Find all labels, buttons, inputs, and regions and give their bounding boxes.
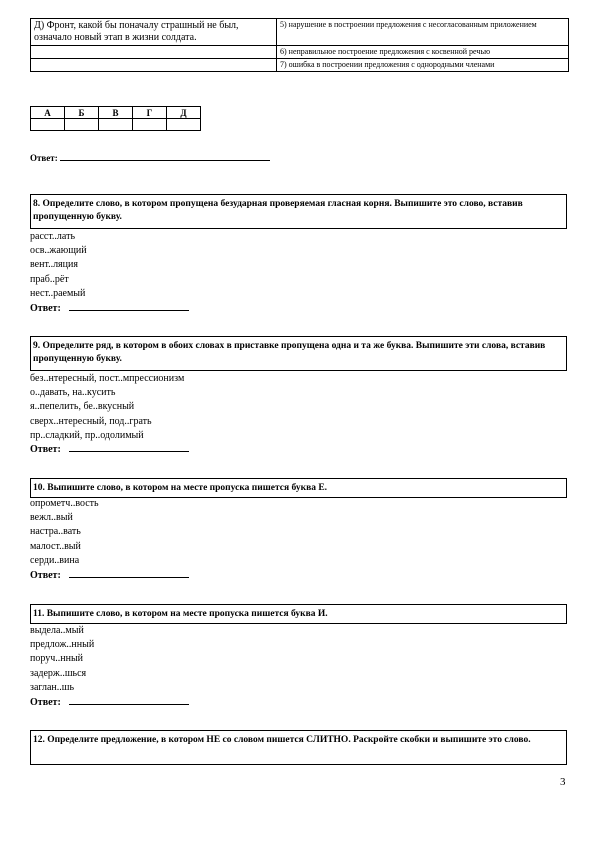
grid-header-cell: Г <box>133 107 167 119</box>
question-8-box <box>30 194 567 229</box>
option-item: вент..ляция <box>30 259 78 271</box>
question-11-options <box>30 624 94 695</box>
answer-label: Ответ: <box>30 570 61 581</box>
option-item: осв..жающий <box>30 245 87 257</box>
answer-label: Ответ: <box>30 303 61 314</box>
question-9-options <box>30 372 184 443</box>
option-item: опрометч..вость <box>30 498 99 509</box>
answer-row-7 <box>30 153 270 163</box>
page-number: 3 <box>560 776 566 788</box>
answer-row-11 <box>30 697 189 708</box>
answer-row-9 <box>30 444 189 455</box>
matching-cell-right: 6) неправильное построение предложения с косвенной речью <box>277 46 569 59</box>
question-10-options <box>30 497 99 568</box>
question-9-text: 9. Определите ряд, в котором в обоих словах в приставке пропущена одна и та же буква. Выпишите эти слова, вставив пропущенную букву. <box>33 341 546 364</box>
answer-row-10 <box>30 570 189 581</box>
question-8-text: 8. Определите слово, в котором пропущена безударная проверяемая гласная корня. Выпишите это слово, вставив пропущенную букву. <box>33 199 523 222</box>
option-item: настра..вать <box>30 526 81 538</box>
option-item: о..давать, на..кусить <box>30 387 116 399</box>
option-item: задерж..шься <box>30 667 87 679</box>
answer-label: Ответ: <box>30 153 58 163</box>
option-item: заглан..шь <box>30 681 75 693</box>
question-10-text: 10. Выпишите слово, в котором на месте пропуска пишется буква Е. <box>33 483 328 493</box>
answer-row-8 <box>30 303 189 314</box>
matching-cell-right: 5) нарушение в построении предложения с несогласованным приложением <box>277 19 569 46</box>
option-item: серди..вина <box>30 554 80 566</box>
matching-table <box>30 18 569 72</box>
answer-label: Ответ: <box>30 697 61 708</box>
option-item: я..пепелить, бе..вкусный <box>30 401 135 413</box>
answer-grid-header <box>31 107 201 119</box>
answer-grid-inputs <box>31 119 201 131</box>
answer-field[interactable] <box>69 310 189 311</box>
option-item: нест..раемый <box>30 287 86 299</box>
option-item: праб..рёт <box>30 273 69 285</box>
grid-input-cell[interactable] <box>133 119 167 131</box>
question-11-text: 11. Выпишите слово, в котором на месте пропуска пишется буква И. <box>33 609 328 619</box>
grid-input-cell[interactable] <box>31 119 65 131</box>
option-item: вежл..вый <box>30 512 73 524</box>
table-row <box>31 46 569 59</box>
option-item: малост..вый <box>30 540 81 552</box>
grid-input-cell[interactable] <box>167 119 201 131</box>
answer-field[interactable] <box>69 451 189 452</box>
answer-field[interactable] <box>69 577 189 578</box>
answer-grid <box>30 106 201 131</box>
option-item: выдела..мый <box>30 625 84 636</box>
option-item: без..нтересный, пост..мпрессионизм <box>30 373 185 384</box>
grid-input-cell[interactable] <box>65 119 99 131</box>
question-11-box <box>30 604 567 624</box>
option-item: расст..лать <box>30 231 76 242</box>
option-item: сверх..нтересный, под..грать <box>30 415 152 427</box>
table-row <box>31 59 569 72</box>
grid-header-cell: А <box>31 107 65 119</box>
table-row <box>31 19 569 46</box>
question-12-box <box>30 730 567 765</box>
answer-field[interactable] <box>69 704 189 705</box>
matching-cell-right: 7) ошибка в построении предложения с однородными членами <box>277 59 569 72</box>
grid-input-cell[interactable] <box>99 119 133 131</box>
answer-label: Ответ: <box>30 444 61 455</box>
option-item: пр..сладкий, пр..одолимый <box>30 429 144 441</box>
grid-header-cell: В <box>99 107 133 119</box>
question-10-box <box>30 478 567 498</box>
option-item: предлож..нный <box>30 639 95 651</box>
matching-cell-left: Д) Фронт, какой бы поначалу страшный не был, означало новый этап в жизни солдата. <box>31 19 277 46</box>
grid-header-cell: Б <box>65 107 99 119</box>
option-item: поруч..нный <box>30 653 84 665</box>
grid-header-cell: Д <box>167 107 201 119</box>
question-8-options <box>30 230 87 301</box>
question-12-text: 12. Определите предложение, в котором НЕ со словом пишется СЛИТНО. Раскройте скобки и выпишите это слово. <box>33 735 531 745</box>
matching-cell-left <box>31 46 277 59</box>
answer-field[interactable] <box>60 160 270 161</box>
question-9-box <box>30 336 567 371</box>
matching-cell-left <box>31 59 277 72</box>
